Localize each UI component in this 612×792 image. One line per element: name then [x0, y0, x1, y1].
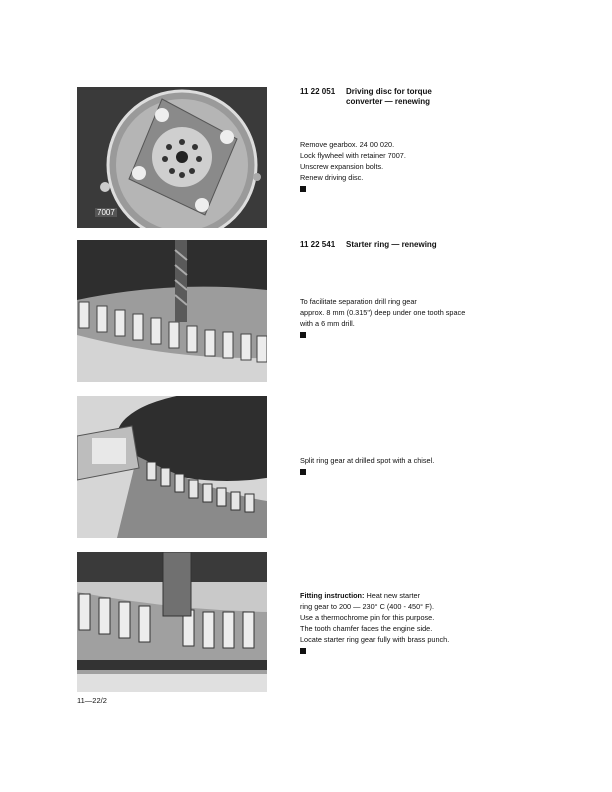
- instruction-line: Renew driving disc.: [300, 173, 364, 182]
- instruction-line: Use a thermochrome pin for this purpose.: [300, 613, 435, 622]
- flywheel-disc-illustration: [77, 87, 267, 228]
- fitting-instruction-text: Heat new starter: [364, 591, 421, 600]
- section-title: Starter ring — renewing: [346, 240, 437, 249]
- instruction-line: Split ring gear at drilled spot with a chisel.: [300, 456, 435, 465]
- instruction-line: The tooth chamfer faces the engine side.: [300, 624, 433, 633]
- section-title: Driving disc for torque: [346, 87, 432, 96]
- end-marker: [300, 332, 306, 338]
- chisel-ring-gear-illustration: [77, 396, 267, 538]
- end-marker: [300, 469, 306, 475]
- end-marker: [300, 186, 306, 192]
- section-code: 11 22 541: [300, 240, 336, 249]
- section-title-cont: converter — renewing: [346, 97, 431, 106]
- photo-driving-disc: [77, 87, 267, 228]
- instruction-line: ring gear to 200 — 230° C (400 - 450° F).: [300, 602, 435, 611]
- fitting-ring-gear-illustration: [77, 552, 267, 692]
- photo-fitting-ring-gear: [77, 552, 267, 692]
- instruction-line: Remove gearbox. 24 00 020.: [300, 140, 395, 149]
- section-body-driving-disc: [300, 139, 510, 192]
- instruction-line: Lock flywheel with retainer 7007.: [300, 151, 406, 160]
- instruction-line: To facilitate separation drill ring gear: [300, 297, 417, 306]
- photo-label-7007: 7007: [97, 208, 115, 217]
- end-marker: [300, 648, 306, 654]
- drill-ring-gear-illustration: [77, 240, 267, 382]
- instruction-line: with a 6 mm drill.: [300, 319, 355, 328]
- section-body-fitting: [300, 590, 510, 654]
- section-body-chisel: [300, 455, 510, 475]
- section-body-starter-ring: [300, 296, 510, 338]
- instruction-line: Locate starter ring gear fully with brass punch.: [300, 635, 450, 644]
- page-number: 11—22/2: [77, 696, 107, 705]
- section-heading-driving-disc: [300, 87, 432, 107]
- instruction-line-lead: [300, 590, 510, 601]
- instruction-line: approx. 8 mm (0.315") deep under one tooth space: [300, 308, 466, 317]
- section-code: 11 22 051: [300, 87, 336, 96]
- photo-drilling-ring-gear: [77, 240, 267, 382]
- fitting-instruction-label: Fitting instruction:: [300, 591, 365, 600]
- instruction-line: Unscrew expansion bolts.: [300, 162, 384, 171]
- photo-chisel-split: [77, 396, 267, 538]
- section-heading-starter-ring: [300, 240, 437, 250]
